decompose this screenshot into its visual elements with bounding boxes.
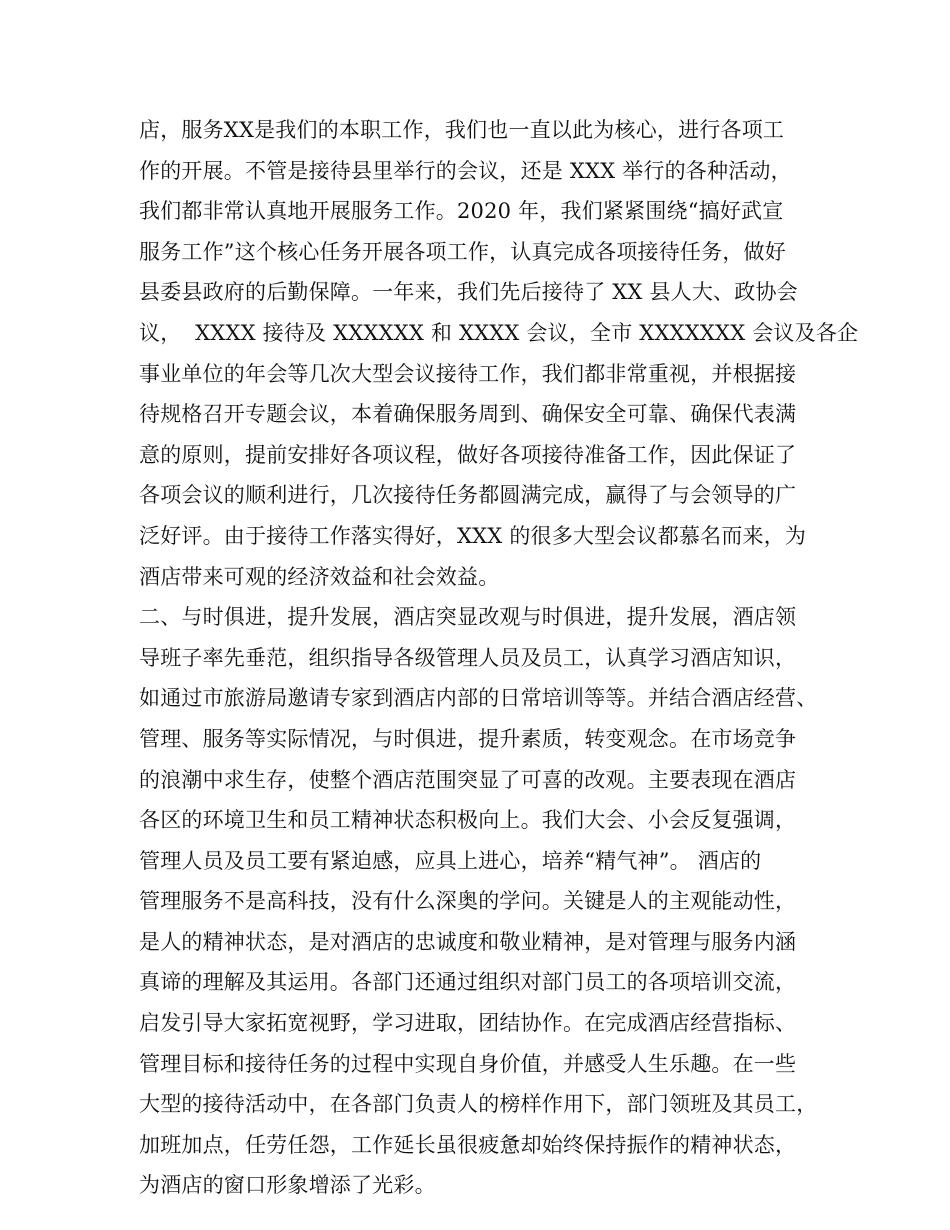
text-line-4: 服务工作”这个核心任务开展各项工作，认真完成各项接待任务，做好 [139,239,786,264]
text-line-18: 各区的环境卫生和员工精神状态积极向上。我们大会、小会反复强调， [139,808,797,833]
text-line-14: 导班子率先垂范，组织指导各级管理人员及员工，认真学习酒店知识， [139,645,797,670]
text-line-24: 管理目标和接待任务的过程中实现自身价值，并感受人生乐趣。在一些 [139,1051,797,1076]
text-line-16: 管理、服务等实际情况，与时俱进，提升素质，转变观念。在市场竞争 [139,726,797,751]
text-line-15: 如通过市旅游局邀请专家到酒店内部的日常培训等等。并结合酒店经营、 [139,686,818,711]
text-line-21: 是人的精神状态，是对酒店的忠诚度和敬业精神，是对管理与服务内涵 [139,929,797,954]
text-line-5: 县委县政府的后勤保障。一年来，我们先后接待了 XX 县人大、政协会 [139,280,798,305]
text-line-13: 二、与时俱进，提升发展，酒店突显改观与时俱进，提升发展，酒店领 [139,605,797,630]
text-line-3: 我们都非常认真地开展服务工作。2020 年，我们紧紧围绕“搞好武宣 [139,199,784,224]
text-line-20: 管理服务不是高科技，没有什么深奥的学问。关键是人的主观能动性， [139,889,797,914]
text-line-8: 待规格召开专题会议，本着确保服务周到、确保安全可靠、确保代表满 [139,402,797,427]
text-line-6: 议， XXXX 接待及 XXXXXX 和 XXXX 会议，全市 XXXXXXX 会议及各企 [139,320,859,345]
text-line-27: 为酒店的窗口形象增添了光彩。 [139,1173,436,1198]
text-line-22: 真谛的理解及其运用。各部门还通过组织对部门员工的各项培训交流， [139,970,797,995]
text-line-10: 各项会议的顺利进行，几次接待任务都圆满完成，赢得了与会领导的广 [139,483,797,508]
text-line-9: 意的原则，提前安排好各项议程，做好各项接待准备工作，因此保证了 [139,442,797,467]
text-line-26: 加班加点，任劳任怨，工作延长虽很疲惫却始终保持振作的精神状态， [139,1132,797,1157]
text-line-19: 管理人员及员工要有紧迫感，应具上进心，培养“精气神”。 酒店的 [139,848,762,873]
text-line-2: 作的开展。不管是接待县里举行的会议，还是 XXX 举行的各种活动， [139,158,792,183]
text-line-25: 大型的接待活动中，在各部门负责人的榜样作用下，部门领班及其员工， [139,1092,818,1117]
text-line-17: 的浪潮中求生存，使整个酒店范围突显了可喜的改观。主要表现在酒店 [139,767,797,792]
text-line-7: 事业单位的年会等几次大型会议接待工作，我们都非常重视，并根据接 [139,361,797,386]
text-line-11: 泛好评。由于接待工作落实得好，XXX 的很多大型会议都慕名而来，为 [139,523,807,548]
text-line-12: 酒店带来可观的经济效益和社会效益。 [139,564,500,589]
body-text [139,110,859,1206]
text-line-23: 启发引导大家拓宽视野，学习进取，团结协作。在完成酒店经营指标、 [139,1011,797,1036]
text-line-1: 店，服务XX是我们的本职工作，我们也一直以此为核心，进行各项工 [139,118,785,142]
